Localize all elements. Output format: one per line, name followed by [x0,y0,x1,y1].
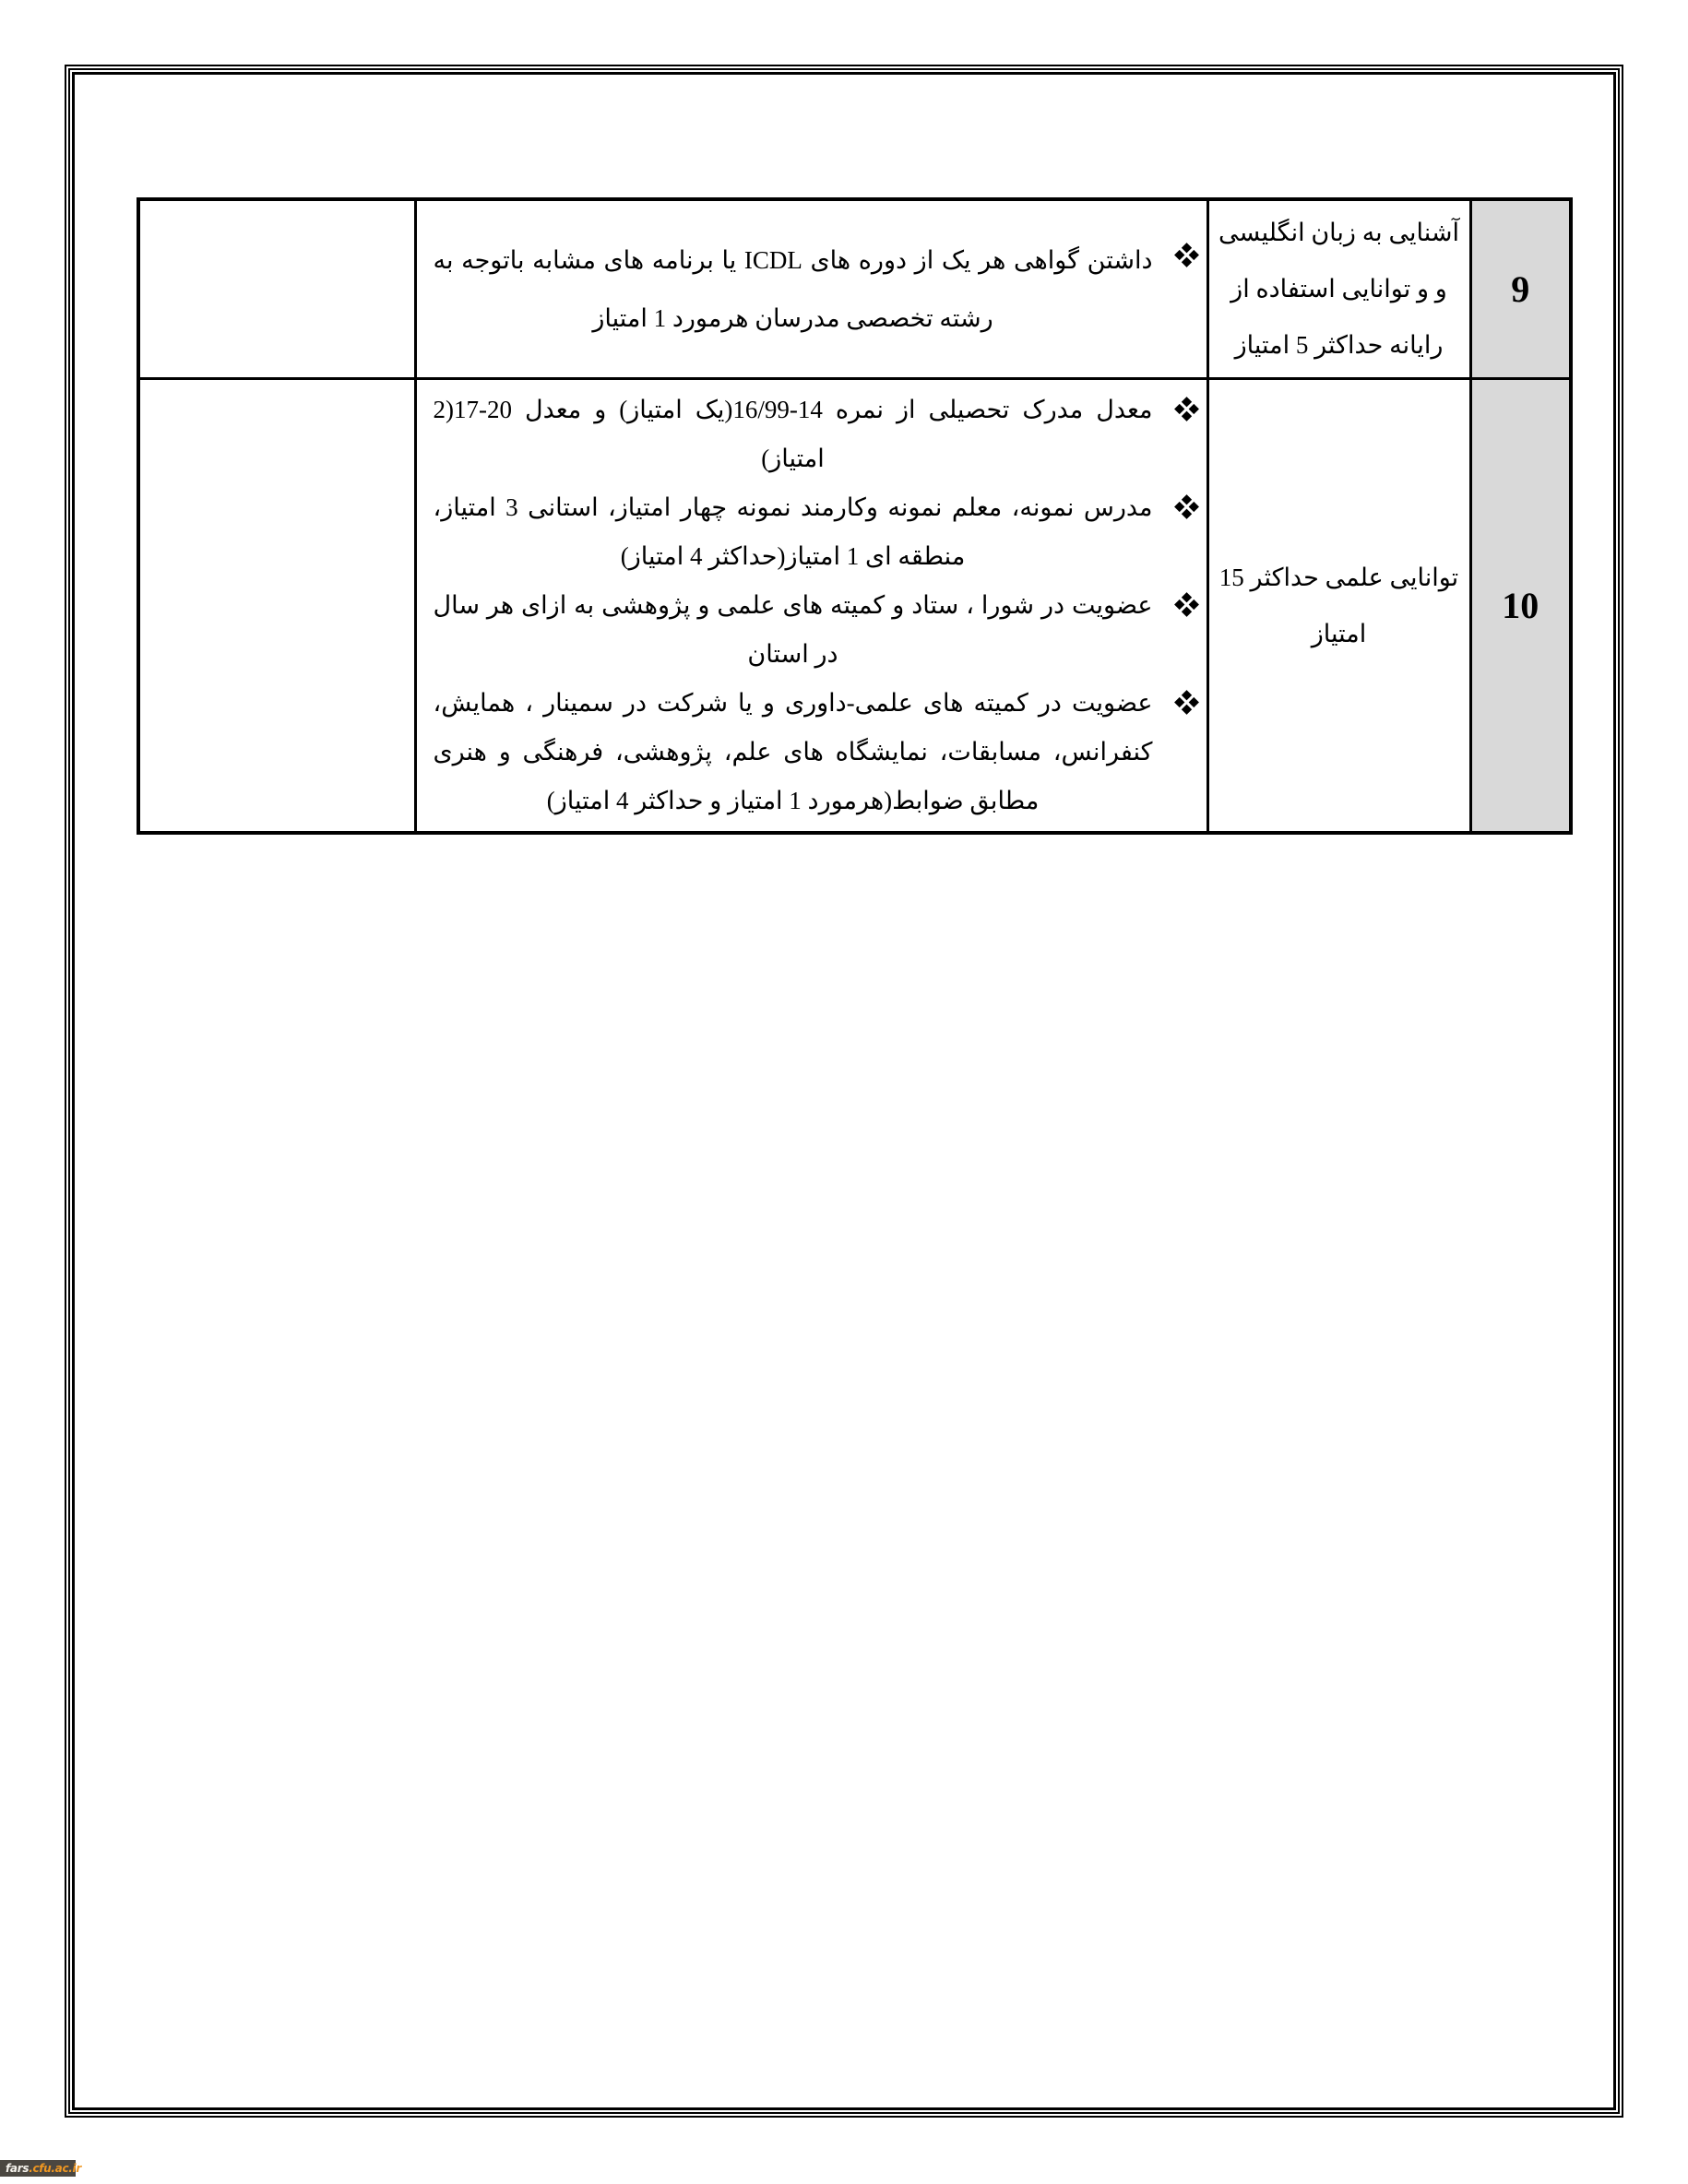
category-text: آشنایی به زبان انگلیسی و و توانایی استفاده از رایانه حداکثر 5 امتیاز [1218,219,1459,359]
row-number-cell [1470,199,1571,379]
watermark-badge [0,2160,81,2177]
category-cell [1207,199,1470,379]
watermark-site-name: fars [6,2162,30,2175]
list-item-text: عضویت در کمیته های علمی-داوری و یا شرکت در سمینار ، همایش، کنفرانس، مسابقات، نمایشگاه های علم، پژوهشی، فرهنگی و هنری مطابق ضوابط(هرمورد 1 امتیاز و حداکثر 4 امتیاز) [433,689,1153,814]
list-item-text: معدل مدرک تحصیلی از نمره 14-16/99(یک امتیاز) و معدل 20-17(2 امتیاز) [433,396,1153,472]
row-number-cell [1470,379,1571,834]
empty-cell [138,379,415,834]
list-item [434,581,1195,679]
list-item-text: داشتن گواهی هر یک از دوره های ICDL یا برنامه های مشابه باتوجه به رشته تخصصی مدرسان هرمورد 1 امتیاز [433,245,1153,332]
watermark-domain: .cfu.ac.ir [29,2162,81,2175]
list-item-text: عضویت در شورا ، ستاد و کمیته های علمی و پژوهشی به ازای هر سال در استان [433,591,1153,668]
diamond-bullet-icon [1153,231,1195,264]
table-row [138,199,1571,379]
list-item [434,386,1195,483]
row-number: 9 [1511,268,1530,310]
diamond-bullet-icon [1153,581,1195,613]
empty-cell [138,199,415,379]
list-item [434,483,1195,581]
diamond-bullet-icon [1153,386,1195,418]
scoring-criteria-table [137,197,1573,835]
diamond-bullet-icon [1153,679,1195,711]
diamond-bullet-icon [1153,483,1195,516]
category-text: توانایی علمی حداکثر 15 امتیاز [1218,563,1459,647]
list-item [434,231,1195,348]
details-cell [415,379,1207,834]
category-cell [1207,379,1470,834]
details-cell [415,199,1207,379]
row-number: 10 [1502,585,1539,626]
list-item-text: مدرس نمونه، معلم نمونه وکارمند نمونه چهار امتیاز، استانی 3 امتیاز، منطقه ای 1 امتیاز(حداکثر 4 امتیاز) [433,493,1153,570]
table-row [138,379,1571,834]
list-item [434,679,1195,825]
